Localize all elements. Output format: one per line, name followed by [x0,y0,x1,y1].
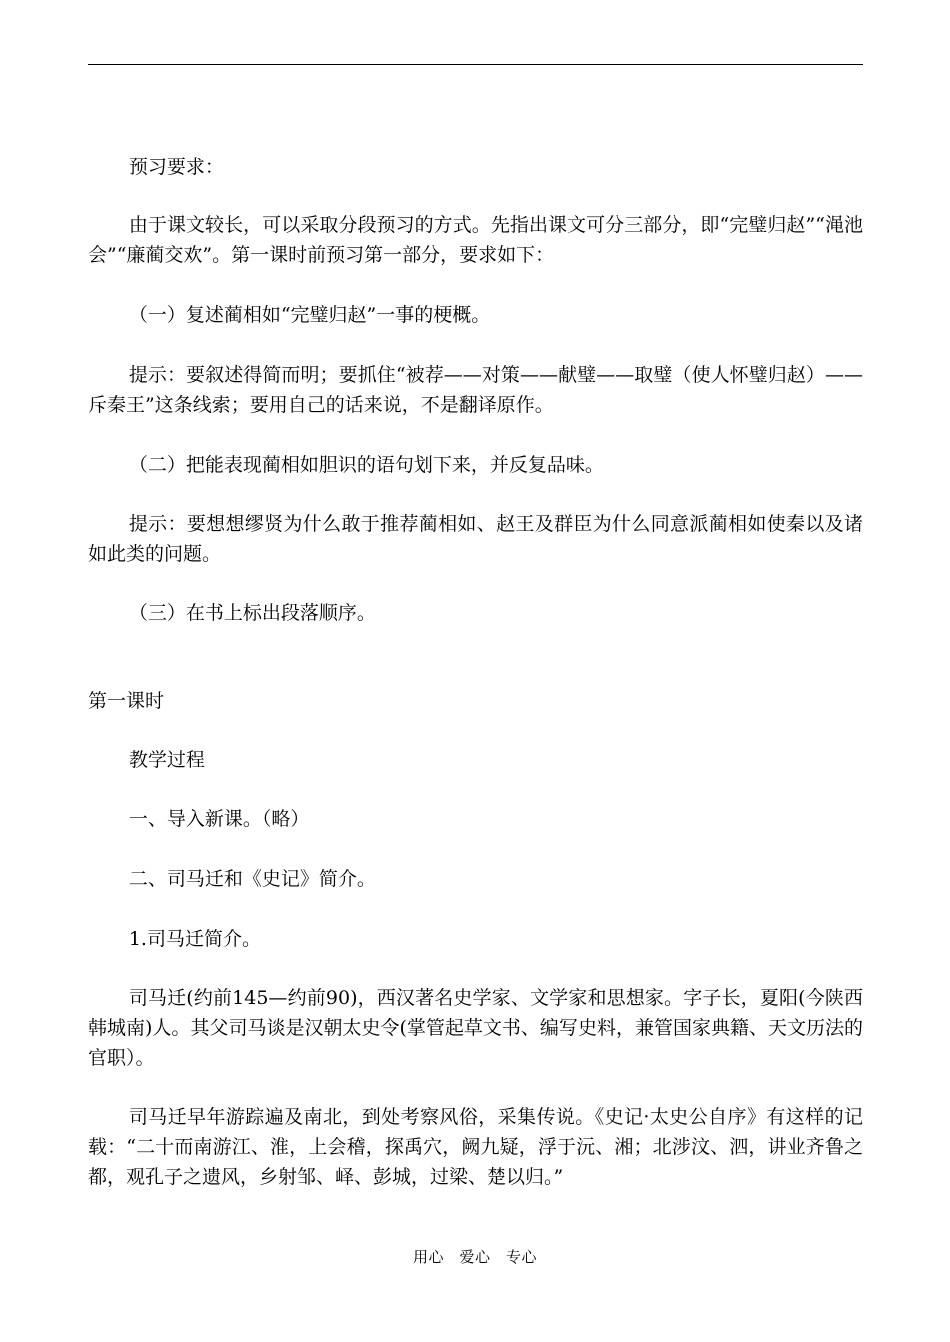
process-heading: 教学过程 [128,749,205,771]
preview-heading: 预习要求： [128,156,224,178]
lesson-title: 第一课时 [88,690,165,712]
preview-intro: 由于课文较长，可以采取分段预习的方式。先指出课文可分三部分，即“完璧归赵”“渑池会”“廉蔺交欢”。第一课时前预习第一部分，要求如下： [88,214,863,266]
step-2: 二、司马迁和《史记》简介。 [128,868,376,890]
step-1: 一、导入新课。（略） [128,808,310,830]
preview-hint-1: 提示：要叙述得简而明；要抓住“被荐——对策——献璧——取璧（使人怀璧归赵）——斥秦王”这条线索；要用自己的话来说，不是翻译原作。 [88,364,863,416]
preview-task-3: （三）在书上标出段落顺序。 [128,602,376,624]
header-rule [88,64,863,65]
page-footer: 用心 爱心 专心 [412,1248,537,1266]
paragraph-sima-qian-travels: 司马迁早年游踪遍及南北，到处考察风俗，采集传说。《史记·太史公自序》有这样的记载：“二十而南游江、淮，上会稽，探禹穴，阙九疑，浮于沅、湘；北涉汶、泗，讲业齐鲁之都，观孔子之遗风，乡射邹、峄、彭城，过梁、楚以归。” [88,1106,863,1188]
preview-hint-2: 提示：要想想缪贤为什么敢于推荐蔺相如、赵王及群臣为什么同意派蔺相如使秦以及诸如此类的问题。 [88,513,863,565]
paragraph-sima-qian-bio: 司马迁(约前145—约前90)，西汉著名史学家、文学家和思想家。字子长，夏阳(今陕西韩城南)人。其父司马谈是汉朝太史令(掌管起草文书、编写史料，兼管国家典籍、天文历法的官职）。 [88,987,863,1069]
sub-step-1: 1.司马迁简介。 [128,928,261,950]
preview-task-1: （一）复述蔺相如“完璧归赵”一事的梗概。 [128,304,491,326]
preview-task-2: （二）把能表现蔺相如胆识的语句划下来，并反复品味。 [128,454,604,476]
